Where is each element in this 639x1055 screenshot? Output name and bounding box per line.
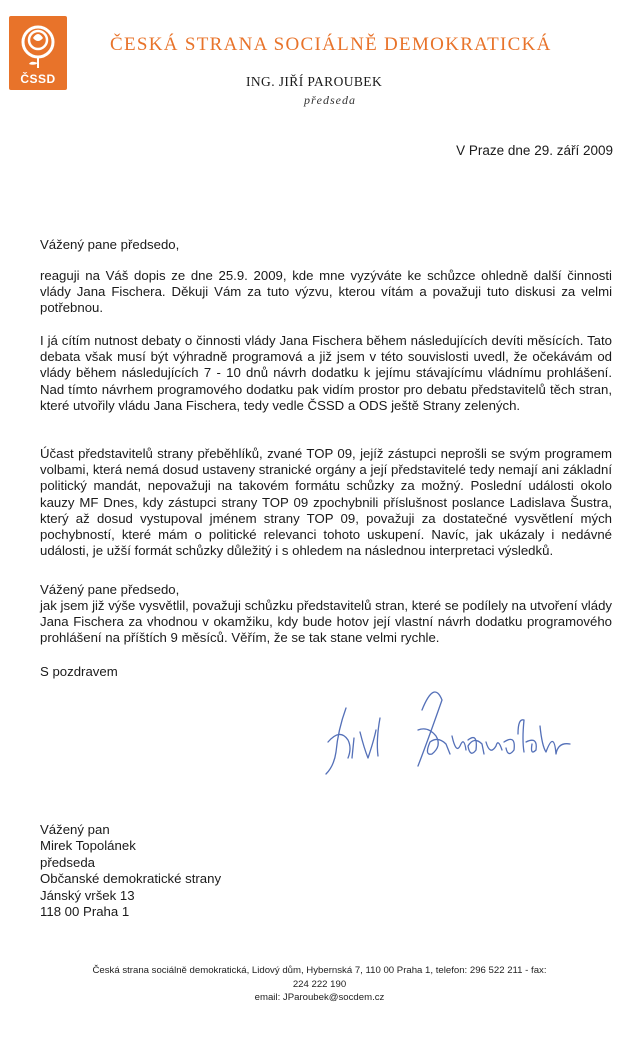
footer-line-1: Česká strana sociálně demokratická, Lidový dům, Hybernská 7, 110 00 Praha 1, telefon: 296 522 211 - fax: — [92, 965, 547, 976]
greeting-2-text: Vážený pane předsedo, — [40, 582, 180, 597]
paragraph-4-text: jak jsem již výše vysvětlil, považuji schůzku představitelů stran, které se podílely na utvoření vlády Jana Fischera za vhodnou v okamžiku, kdy bude hotov její vlastní návrh dodatku programového prohlášení na příštích 9 měsíců. Věřím, že se tak stane velmi rychle. — [40, 598, 612, 646]
chair-name: ING. JIŘÍ PAROUBEK — [246, 74, 383, 89]
paragraph-3-text: Účast představitelů strany přeběhlíků, zvané TOP 09, jejíž zástupci neprošli se svým programem volbami, která nemá dosud ustaveny stranické orgány a její představitelé tedy nemají ani základní politický mandát, nepovažuji na takovém formátu schůzky za možný. Poslední události okolo kauzy MF Dnes, kdy zástupci strany TOP 09 zpochybnili příslušnost poslance Ladislava Šustra, který až dosud vystupoval jménem strany TOP 09, považuji za dostatečné vysvětlení mých pochybností, které mám o politické relevanci tohoto uskupení. Navíc, jak ukázaly i nedávné události, je užší formát schůzky důležitý i s ohledem na následnou interpretaci výsledků. — [40, 446, 612, 559]
date-line: V Praze dne 29. září 2009 — [456, 143, 613, 158]
recipient-line-4: Občanské demokratické strany — [40, 871, 222, 887]
recipient-line-1: Vážený pan — [40, 822, 110, 837]
recipient-line-2: Mirek Topolánek — [40, 838, 136, 854]
recipient-line-3: předseda — [40, 854, 95, 870]
paragraph-2 — [40, 333, 612, 414]
closing-text: S pozdravem — [40, 664, 118, 679]
recipient-line-6: 118 00 Praha 1 — [40, 904, 130, 920]
paragraph-4 — [40, 598, 612, 647]
greeting-text: Vážený pane předsedo, — [40, 237, 180, 252]
footer — [0, 964, 639, 1005]
paragraph-1-text: reaguji na Váš dopis ze dne 25.9. 2009, kde mne vyzýváte ke schůzce ohledně další činnosti vlády Jana Fischera. Děkuji Vám za tuto výzvu, kterou vítám a považuji tuto diskusi za velmi potřebnou. — [40, 268, 612, 316]
party-logo — [9, 16, 67, 90]
recipient-line-5: Jánský vršek 13 — [40, 887, 135, 903]
footer-email: email: JParoubek@socdem.cz — [254, 992, 385, 1003]
paragraph-2-text: I já cítím nutnost debaty o činnosti vlády Jana Fischera během následujících devíti měsících. Tato debata však musí být výhradně programová a již jsem v této souvislosti uvedl, že očekávám od vlády během následujících 7 - 10 dnů návrh dodatku k jejímu stávajícímu vládnímu prohlášení. Nad tímto návrhem programového dodatku pak vidím prostor pro debatu představitelů těch stran, které utvořily vládu Jana Fischera, tedy vedle ČSSD a ODS ještě Strany zelených. — [40, 333, 612, 413]
paragraph-1 — [40, 268, 612, 317]
chair-title: předseda — [304, 93, 356, 107]
logo-text: ČSSD — [20, 72, 56, 86]
recipient-address — [40, 822, 221, 920]
footer-line-2: 224 222 190 — [292, 978, 347, 990]
greeting — [40, 237, 612, 253]
signature — [318, 670, 588, 780]
party-name: ČESKÁ STRANA SOCIÁLNĚ DEMOKRATICKÁ — [110, 34, 552, 55]
paragraph-3 — [40, 446, 612, 559]
greeting-2 — [40, 582, 612, 598]
